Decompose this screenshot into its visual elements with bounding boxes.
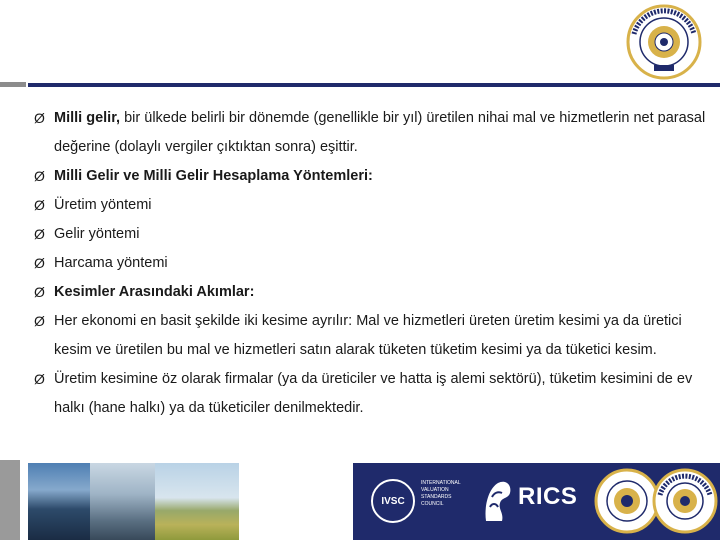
bullet-arrow-icon: Ø	[34, 313, 45, 329]
bullet-text: Üretim kesimine öz olarak firmalar (ya da üreticiler ve hatta iş alemi sektörü), tüketim kesimini de ev halkı (hane halkı) ya da tüketiciler denilmektedir.	[54, 371, 693, 416]
bullet-iki-kesim	[34, 307, 714, 365]
bullet-arrow-icon: Ø	[34, 284, 45, 300]
university-seal-small-icon	[594, 467, 660, 535]
bullet-arrow-icon: Ø	[34, 197, 45, 213]
ivsc-logo: IVSC	[371, 479, 415, 523]
bullet-hesaplama-yontemleri	[34, 162, 714, 191]
bullet-arrow-icon: Ø	[34, 255, 45, 271]
university-seal-logo	[624, 4, 704, 80]
bullet-kesimler-akimlar	[34, 278, 714, 307]
bullet-uretim-yontemi	[34, 191, 714, 220]
bullet-text: Üretim yöntemi	[54, 197, 152, 213]
bullet-harcama-yontemi	[34, 249, 714, 278]
university-seal-small-icon	[652, 467, 718, 535]
bullet-text: bir ülkede belirli bir dönemde (genellikle bir yıl) üretilen nihai mal ve hizmetlerin net parasal değerine (dolaylı vergiler çıktıktan sonra) eşittir.	[54, 110, 706, 155]
countryside-photo	[155, 463, 239, 540]
towers-photo	[90, 463, 155, 540]
bullet-arrow-icon: Ø	[34, 226, 45, 242]
header-rule	[28, 83, 720, 87]
bullet-bold-text: Kesimler Arasındaki Akımlar:	[54, 284, 255, 300]
bullet-arrow-icon: Ø	[34, 110, 45, 126]
city-skyline-photo	[28, 463, 90, 540]
footer-side-stripe	[0, 460, 20, 540]
rics-lion-icon	[480, 477, 514, 525]
rics-logo-text: RICS	[518, 483, 578, 510]
bullet-text: Her ekonomi en basit şekilde iki kesime ayrılır: Mal ve hizmetleri üreten üretim kesimi ya da üretici kesim ve üretilen bu mal ve hizmetleri satın alarak tüketen tüketim kesimi ya da tüketici kesim.	[54, 313, 682, 358]
ivsc-caption: INTERNATIONAL VALUATION STANDARDS COUNCIL	[421, 480, 461, 507]
footer-banner	[28, 463, 720, 540]
bullet-bold-text: Milli gelir,	[54, 110, 121, 126]
bullet-arrow-icon: Ø	[34, 168, 45, 184]
bullet-text: Harcama yöntemi	[54, 255, 168, 271]
bullet-text: Gelir yöntemi	[54, 226, 140, 242]
bullet-gelir-yontemi	[34, 220, 714, 249]
bullet-list	[34, 104, 714, 423]
bullet-milli-gelir	[34, 104, 714, 162]
header-tab-marker	[0, 82, 26, 87]
bullet-bold-text: Milli Gelir ve Milli Gelir Hesaplama Yöntemleri:	[54, 168, 373, 184]
bullet-arrow-icon: Ø	[34, 371, 45, 387]
bullet-uretim-kesimi	[34, 365, 714, 423]
